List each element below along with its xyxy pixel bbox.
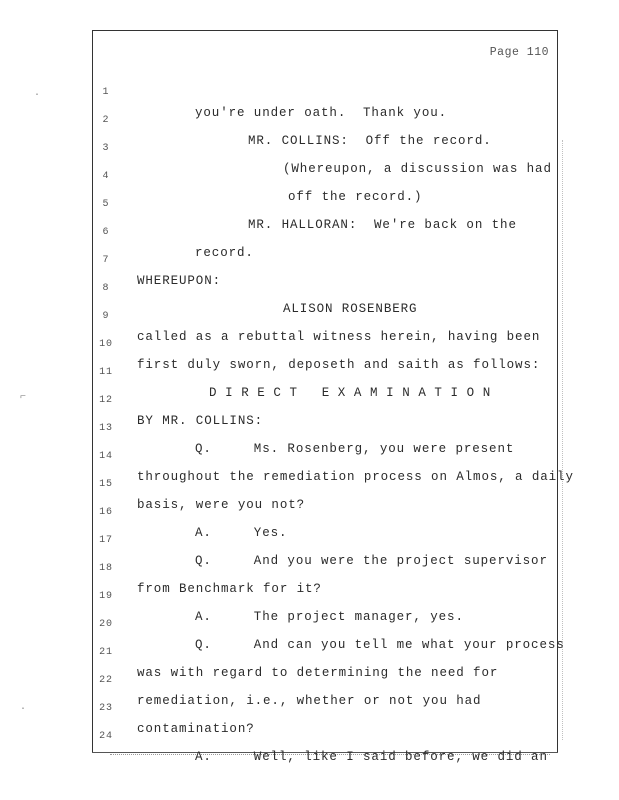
margin-mark: · [20, 704, 27, 715]
line-number: 5 [102, 199, 110, 210]
line-number: 8 [102, 283, 110, 294]
line-text: was with regard to determining the need for [137, 666, 499, 680]
line-text: A. The project manager, yes. [195, 610, 464, 624]
line-number: 3 [102, 143, 110, 154]
line-number: 10 [99, 339, 113, 350]
section-heading: DIRECT EXAMINATION [209, 386, 499, 400]
line-number: 12 [99, 395, 113, 406]
line-text: record. [195, 246, 254, 260]
line-number: 16 [99, 507, 113, 518]
line-number: 23 [99, 703, 113, 714]
line-number: 17 [99, 535, 113, 546]
line-text: A. Yes. [195, 526, 288, 540]
line-number: 18 [99, 563, 113, 574]
line-number: 7 [102, 255, 110, 266]
line-text: from Benchmark for it? [137, 582, 322, 596]
line-number: 11 [99, 367, 113, 378]
line-text: Q. And you were the project supervisor [195, 554, 548, 568]
line-text: remediation, i.e., whether or not you had [137, 694, 482, 708]
witness-name: ALISON ROSENBERG [283, 302, 418, 316]
line-text: (Whereupon, a discussion was had [283, 162, 552, 176]
line-text: BY MR. COLLINS: [137, 414, 264, 428]
line-number: 6 [102, 227, 110, 238]
page-number: Page 110 [489, 46, 549, 59]
line-text: off the record.) [288, 190, 423, 204]
line-text: Q. Ms. Rosenberg, you were present [195, 442, 515, 456]
line-text: A. Well, like I said before, we did an [195, 750, 548, 764]
transcript-line [0, 63, 619, 120]
line-text: WHEREUPON: [137, 274, 222, 288]
line-text: basis, were you not? [137, 498, 306, 512]
line-text: MR. COLLINS: Off the record. [248, 134, 492, 148]
line-text: Q. And can you tell me what your process [195, 638, 565, 652]
line-number: 20 [99, 619, 113, 630]
line-text: contamination? [137, 722, 255, 736]
line-number: 4 [102, 171, 110, 182]
line-number: 2 [102, 115, 110, 126]
line-number: 13 [99, 423, 113, 434]
line-text: MR. HALLORAN: We're back on the [248, 218, 517, 232]
line-number: 14 [99, 451, 113, 462]
line-number: 15 [99, 479, 113, 490]
line-number: 24 [99, 731, 113, 742]
line-text: first duly sworn, deposeth and saith as follows: [137, 358, 541, 372]
line-number: 1 [102, 87, 110, 98]
line-text: called as a rebuttal witness herein, having been [137, 330, 541, 344]
line-text: you're under oath. Thank you. [195, 106, 448, 120]
line-number: 22 [99, 675, 113, 686]
margin-mark: · [34, 90, 41, 101]
line-number: 9 [102, 311, 110, 322]
line-number: 19 [99, 591, 113, 602]
line-text: throughout the remediation process on Almos, a daily [137, 470, 574, 484]
margin-mark: ⌐ [20, 392, 27, 403]
line-number: 21 [99, 647, 113, 658]
